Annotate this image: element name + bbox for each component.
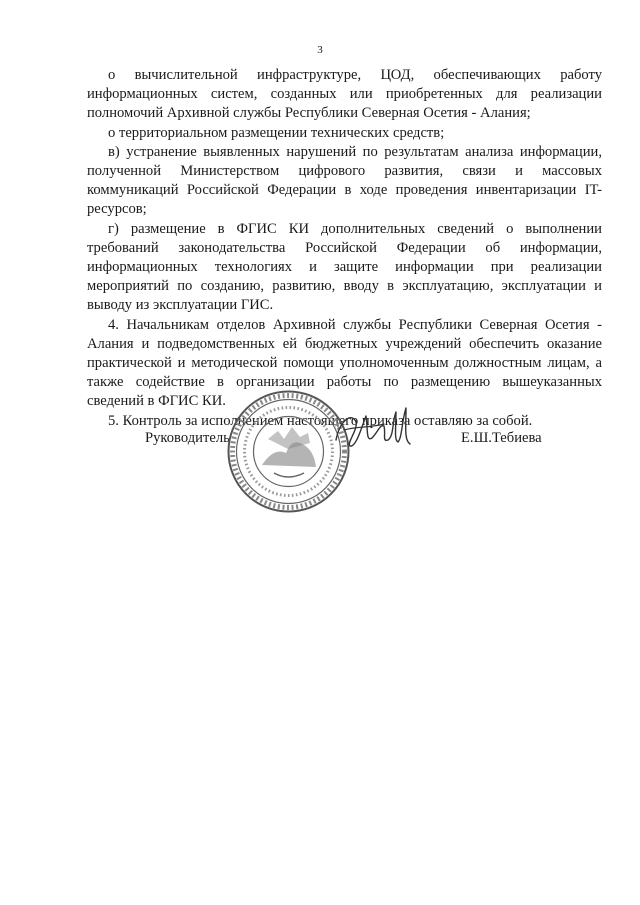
handwritten-signature-icon bbox=[330, 400, 420, 460]
paragraph-item-4: 4. Начальникам отделов Архивной службы Республики Северная Осетия - Алания и подведомственных ей бюджетных учреждений обеспечить оказание практической и методической помощи уполномоченным должностным лицам, а также содействие в организации работы по размещению вышеуказанных сведений в ФГИС КИ. bbox=[87, 316, 602, 410]
signatory-position: Руководитель bbox=[145, 430, 230, 446]
paragraph-territorial-placement: о территориальном размещении технических средств; bbox=[108, 124, 445, 141]
paragraph-item-5: 5. Контроль за исполнением настоящего приказа оставляю за собой. bbox=[108, 412, 533, 429]
page-number: 3 bbox=[317, 44, 323, 56]
paragraph-item-v: в) устранение выявленных нарушений по результатам анализа информации, полученной Министерством цифрового развития, связи и массовых коммуникаций Российской Федерации в ходе проведения инвентаризации IT-ресурсов; bbox=[87, 143, 602, 218]
paragraph-computing-infrastructure: о вычислительной инфраструктуре, ЦОД, обеспечивающих работу информационных систем, созданных или приобретенных для реализации полномочий Архивной службы Республики Северная Осетия - Алания; bbox=[87, 67, 602, 122]
signatory-name: Е.Ш.Тебиева bbox=[461, 430, 542, 446]
document-body bbox=[87, 66, 602, 431]
paragraph-item-g: г) размещение в ФГИС КИ дополнительных сведений о выполнении требований законодательства Российской Федерации об информации, информационных технологиях и защите информации при реализации мероприятий по созданию, развитию, вводу в эксплуатацию, эксплуатации и выводу из эксплуатации ГИС. bbox=[87, 220, 602, 314]
